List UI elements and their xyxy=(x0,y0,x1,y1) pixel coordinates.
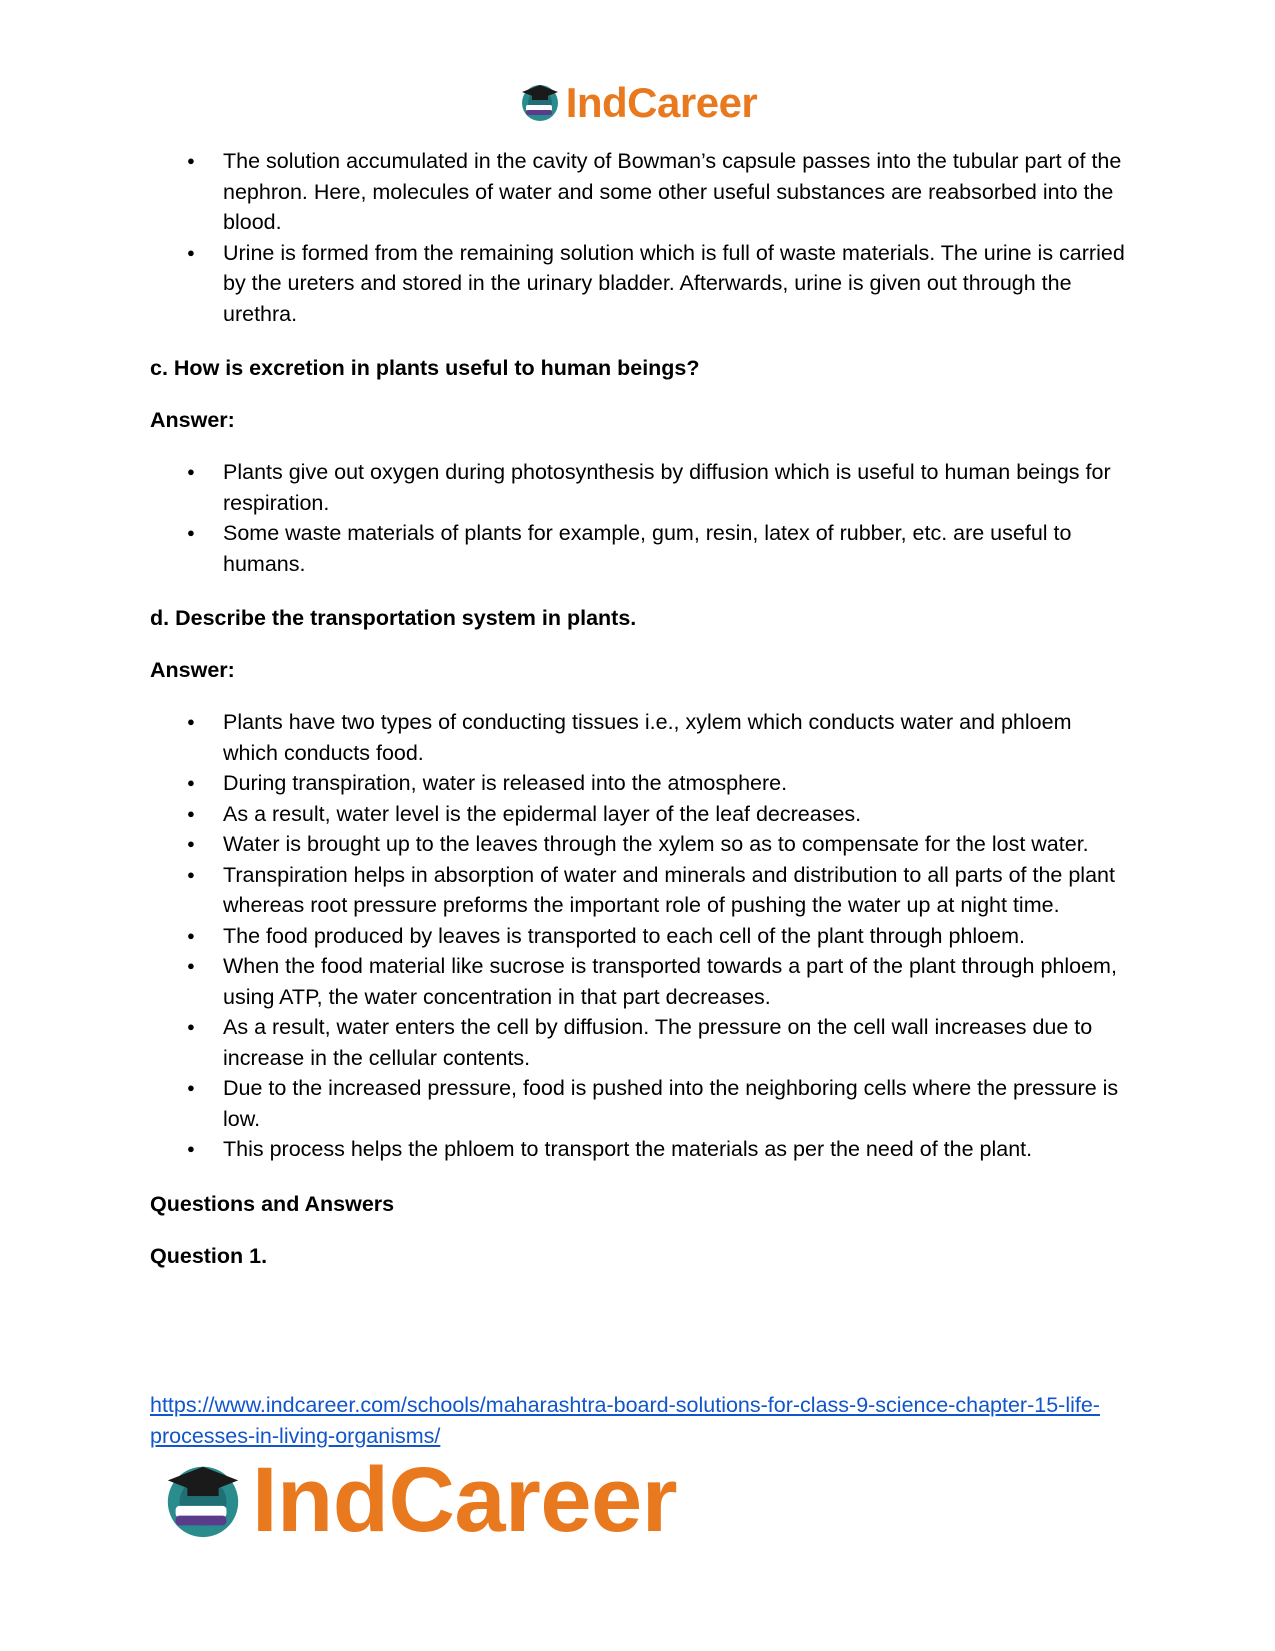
header-logo-text: IndCareer xyxy=(565,79,758,126)
section-heading: Questions and Answers xyxy=(150,1191,395,1216)
list-item: ● Some waste materials of plants for example, gum, resin, latex of rubber, etc. are useful to humans. xyxy=(223,518,1130,579)
graduation-cap-book-globe-icon xyxy=(518,79,562,128)
header-logo xyxy=(0,78,1275,128)
list-item: ● Transpiration helps in absorption of water and minerals and distribution to all parts of the plant whereas root pressure preforms the important role of pushing the water up at night time. xyxy=(223,860,1130,921)
list-item: ● Plants have two types of conducting tissues i.e., xylem which conducts water and phloem which conducts food. xyxy=(223,707,1130,768)
graduation-cap-book-globe-icon xyxy=(160,1455,246,1546)
list-item: ● Due to the increased pressure, food is pushed into the neighboring cells where the pressure is low. xyxy=(223,1073,1130,1134)
list-item: ● Water is brought up to the leaves through the xylem so as to compensate for the lost water. xyxy=(223,829,1130,860)
question-d-answer-label: Answer: xyxy=(150,658,235,682)
list-item: ● This process helps the phloem to transport the materials as per the need of the plant. xyxy=(223,1134,1130,1165)
question-c-answer-list xyxy=(150,457,1130,579)
footer-url-link[interactable]: https://www.indcareer.com/schools/maharashtra-board-solutions-for-class-9-science-chapter-15-life-processes-in-living-organisms/ xyxy=(150,1393,1100,1448)
list-item: ● As a result, water level is the epidermal layer of the leaf decreases. xyxy=(223,799,1130,830)
list-item: ● As a result, water enters the cell by diffusion. The pressure on the cell wall increases due to increase in the cellular contents. xyxy=(223,1012,1130,1073)
list-item: ● Urine is formed from the remaining solution which is full of waste materials. The urine is carried by the ureters and stored in the urinary bladder. Afterwards, urine is given out through the urethra. xyxy=(223,238,1130,330)
question-d-answer-list xyxy=(150,707,1130,1165)
list-item: ● The solution accumulated in the cavity of Bowman’s capsule passes into the tubular part of the nephron. Here, molecules of water and some other useful substances are reabsorbed into the blood. xyxy=(223,146,1130,238)
question-1-label: Question 1. xyxy=(150,1243,268,1268)
list-item: ● Plants give out oxygen during photosynthesis by diffusion which is useful to human beings for respiration. xyxy=(223,457,1130,518)
section-b-answer-list xyxy=(150,146,1130,329)
list-item: ● When the food material like sucrose is transported towards a part of the plant through phloem, using ATP, the water concentration in that part decreases. xyxy=(223,951,1130,1012)
footer-logo-text: IndCareer xyxy=(252,1448,677,1551)
question-c-answer-label: Answer: xyxy=(150,408,235,432)
footer-logo xyxy=(160,1448,677,1551)
question-c-title: c. How is excretion in plants useful to human beings? xyxy=(150,356,700,380)
list-item: ● During transpiration, water is released into the atmosphere. xyxy=(223,768,1130,799)
question-d-title: d. Describe the transportation system in plants. xyxy=(150,606,637,630)
list-item: ● The food produced by leaves is transported to each cell of the plant through phloem. xyxy=(223,921,1130,952)
document-body xyxy=(150,146,1130,1271)
